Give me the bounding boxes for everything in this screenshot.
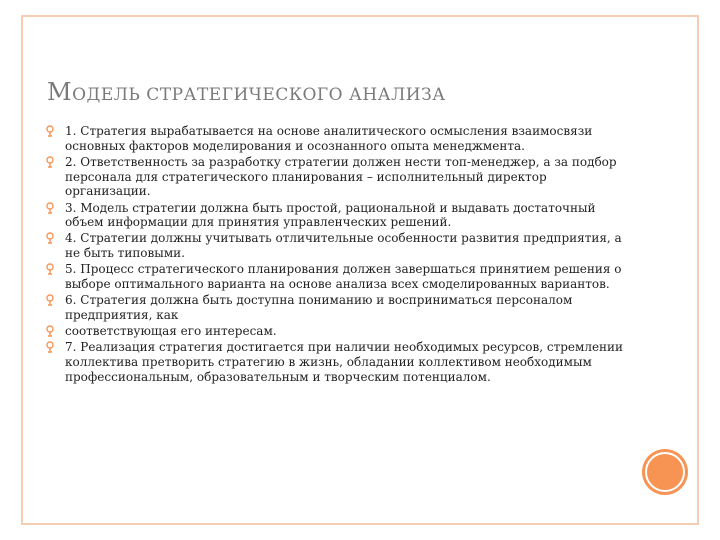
bullet-text: 1. Стратегия вырабатывается на основе аналитического осмысления взаимосвязи основных факторов моделирования и осознанного опыта менеджмента. bbox=[65, 124, 593, 153]
bullet-text: 4. Стратегии должны учитывать отличительные особенности развития предприятия, а не быть типовыми. bbox=[65, 231, 622, 261]
bullet-text: 2. Ответственность за разработку стратегии должен нести топ-менеджер, а за подбор персонала для стратегического планирования – исполнительный директор организации. bbox=[65, 154, 617, 199]
bullet-item bbox=[45, 155, 625, 199]
slide-title bbox=[47, 78, 446, 106]
title-rest: ОДЕЛЬ СТРАТЕГИЧЕСКОГО АНАЛИЗА bbox=[72, 85, 446, 105]
ornament-bullet-icon bbox=[45, 340, 55, 354]
bullet-item bbox=[45, 293, 625, 322]
ornament-bullet-icon bbox=[45, 155, 55, 169]
bullet-text: 7. Реализация стратегия достигается при наличии необходимых ресурсов, стремлении коллектива претворить стратегию в жизнь, обладании коллективом необходимым профессиональным, образовательным и творческим потенциалом. bbox=[65, 340, 624, 384]
decorative-circle-icon bbox=[642, 449, 688, 495]
bullet-item bbox=[45, 340, 625, 384]
bullet-list bbox=[45, 124, 625, 386]
ornament-bullet-icon bbox=[45, 262, 55, 276]
ornament-bullet-icon bbox=[45, 293, 55, 307]
ornament-bullet-icon bbox=[45, 124, 55, 138]
title-first-letter: М bbox=[47, 78, 73, 106]
ornament-bullet-icon bbox=[45, 201, 55, 215]
bullet-item bbox=[45, 324, 625, 339]
bullet-item bbox=[45, 262, 625, 291]
bullet-text: 3. Модель стратегии должна быть простой, рациональной и выдавать достаточный объем информации для принятия управленческих решений. bbox=[65, 200, 596, 230]
ornament-bullet-icon bbox=[45, 324, 55, 338]
bullet-item bbox=[45, 201, 625, 230]
bullet-text: соответствующая его интересам. bbox=[65, 324, 277, 339]
bullet-item bbox=[45, 231, 625, 260]
bullet-item bbox=[45, 124, 625, 153]
ornament-bullet-icon bbox=[45, 231, 55, 245]
bullet-text: 5. Процесс стратегического планирования должен завершаться принятием решения о выборе оптимального варианта на основе анализа всех смоделированных вариантов. bbox=[65, 262, 622, 292]
bullet-text: 6. Стратегия должна быть доступна пониманию и восприниматься персоналом предприятия, как bbox=[65, 293, 573, 322]
